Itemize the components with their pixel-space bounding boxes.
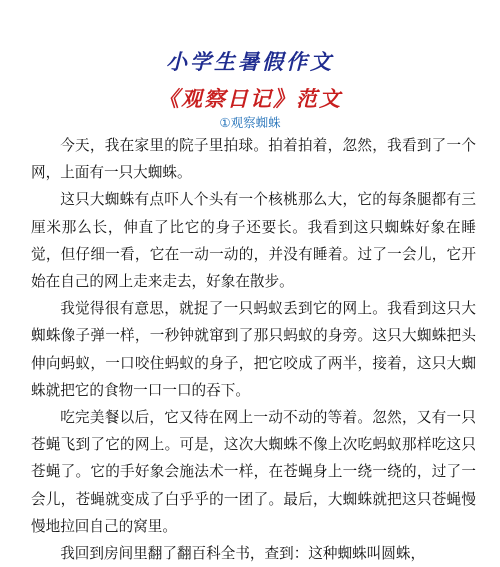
paragraph: 我回到房间里翻了翻百科全书，查到：这种蜘蛛叫圆蛛，: [60, 545, 426, 563]
paragraph: 吃完美餐以后，它又待在网上一动不动的等着。忽然，又有一只苍蝇飞到了它的网上。可是，这次大蜘蛛不像上次吃蚂蚁那样吃这只苍蝇了。它的手好象会施法术一样，在苍蝇身上一绕一绕的，过了一会儿，苍蝇就变成了白乎乎的一团了。最后，大蜘蛛就把这只苍蝇慢慢地拉回自己的窝里。: [31, 409, 476, 535]
essay-body: [31, 132, 476, 567]
paragraph: 我觉得很有意思，就捉了一只蚂蚁丢到它的网上。我看到这只大蜘蛛像子弹一样，一秒钟就窜到了那只蚂蚁的身旁。这只大蜘蛛把头伸向蚂蚁，一口咬住蚂蚁的身子，把它咬成了两半，接着，这只大蜘蛛就把它的食物一口一口的吞下。: [31, 300, 476, 399]
essay-title: 《观察日记》范文: [158, 87, 342, 111]
essay-subtitle: ①观察蜘蛛: [219, 115, 281, 130]
document-title: 小学生暑假作文: [166, 50, 334, 74]
paragraph: 今天，我在家里的院子里拍球。拍着拍着，忽然，我看到了一个网，上面有一只大蜘蛛。: [31, 137, 476, 182]
paragraph: 这只大蜘蛛有点吓人个头有一个核桃那么大，它的每条腿都有三厘米那么长，伸直了比它的身子还要长。我看到这只蜘蛛好象在睡觉，但仔细一看，它在一动一动的，并没有睡着。过了一会儿，它开始在自己的网上走来走去，好象在散步。: [31, 191, 476, 291]
